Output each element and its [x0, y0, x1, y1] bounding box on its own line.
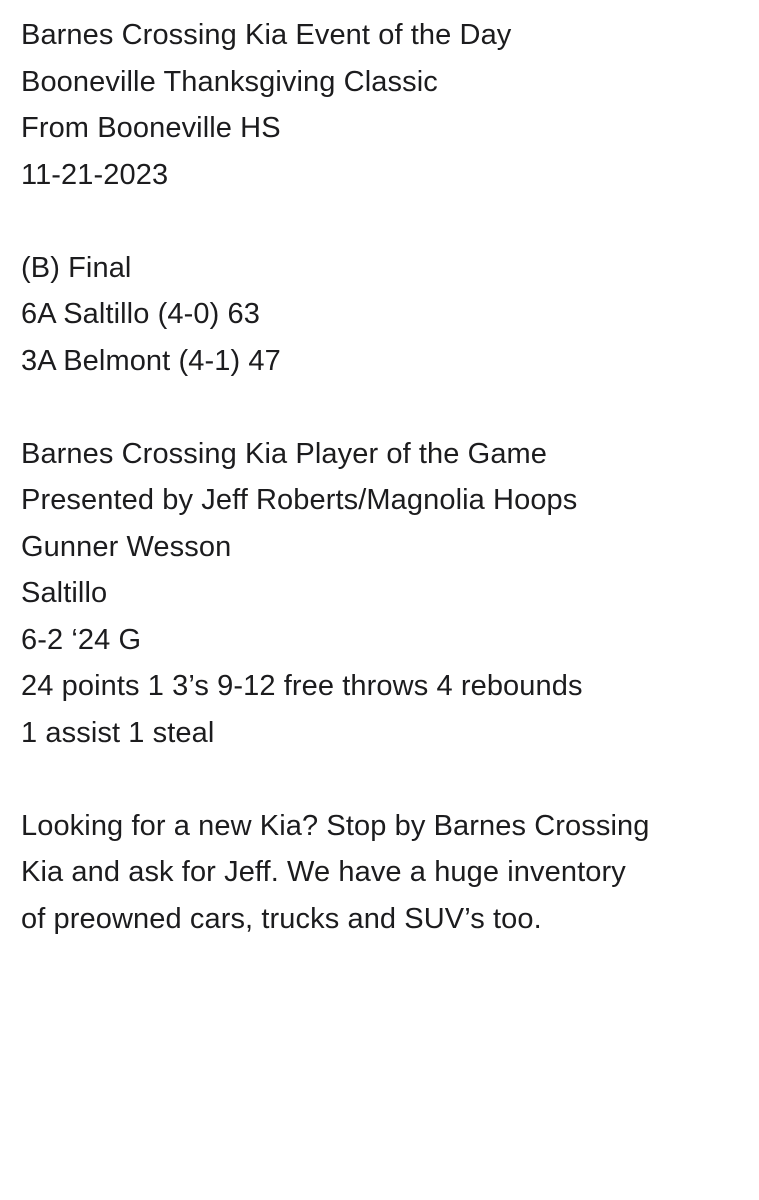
- event-title: Barnes Crossing Kia Event of the Day: [21, 19, 512, 51]
- event-date: 11-21-2023: [21, 158, 169, 191]
- ad-line-2: Kia and ask for Jeff. We have a huge inventory: [21, 856, 626, 888]
- team-score-2: 3A Belmont (4-1) 47: [21, 344, 281, 377]
- ad-line-3: of preowned cars, trucks and SUV’s too.: [21, 902, 542, 935]
- award-presenter: Presented by Jeff Roberts/Magnolia Hoops: [21, 484, 578, 516]
- game-status: (B) Final: [21, 251, 132, 284]
- event-location: From Booneville HS: [21, 112, 281, 144]
- spacer: [21, 756, 741, 803]
- ad-line-1: Looking for a new Kia? Stop by Barnes Crossing: [21, 809, 650, 842]
- player-name: Gunner Wesson: [21, 530, 232, 563]
- player-stats-line-2: 1 assist 1 steal: [21, 716, 215, 749]
- spacer: [21, 198, 741, 245]
- player-stats-line-1: 24 points 1 3’s 9-12 free throws 4 rebounds: [21, 670, 583, 702]
- player-profile: 6-2 ‘24 G: [21, 623, 142, 656]
- player-school: Saltillo: [21, 577, 108, 609]
- spacer: [21, 384, 741, 431]
- event-name: Booneville Thanksgiving Classic: [21, 65, 438, 98]
- award-title: Barnes Crossing Kia Player of the Game: [21, 437, 548, 470]
- team-score-1: 6A Saltillo (4-0) 63: [21, 298, 260, 330]
- note-body: [21, 12, 741, 942]
